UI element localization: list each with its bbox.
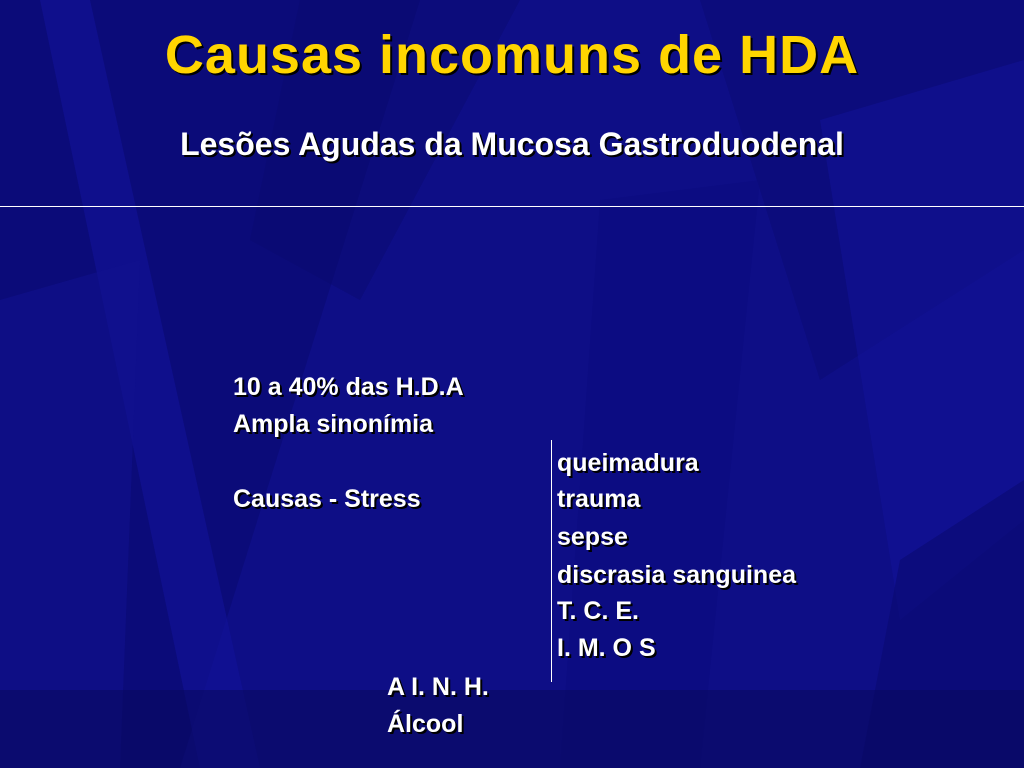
synonyms-text: Ampla sinonímia	[233, 410, 434, 438]
stress-cause-item: queimadura	[557, 449, 699, 477]
stress-cause-item: discrasia sanguinea	[557, 561, 797, 589]
causes-label: Causas - Stress	[233, 485, 421, 513]
slide-title: Causas incomuns de HDA	[164, 25, 860, 85]
slide-subtitle: Lesões Agudas da Mucosa Gastroduodenal	[180, 126, 844, 162]
stress-cause-item: trauma	[557, 485, 641, 513]
incidence-text: 10 a 40% das H.D.A	[233, 373, 464, 401]
stress-cause-item: I. M. O S	[557, 634, 656, 662]
stress-cause-item: T. C. E.	[557, 597, 639, 625]
alcohol-text: Álcool	[387, 710, 464, 738]
ainh-text: A I. N. H.	[387, 673, 489, 701]
stress-cause-item: sepse	[557, 523, 628, 551]
title-divider	[0, 206, 1024, 207]
column-divider	[551, 440, 552, 682]
